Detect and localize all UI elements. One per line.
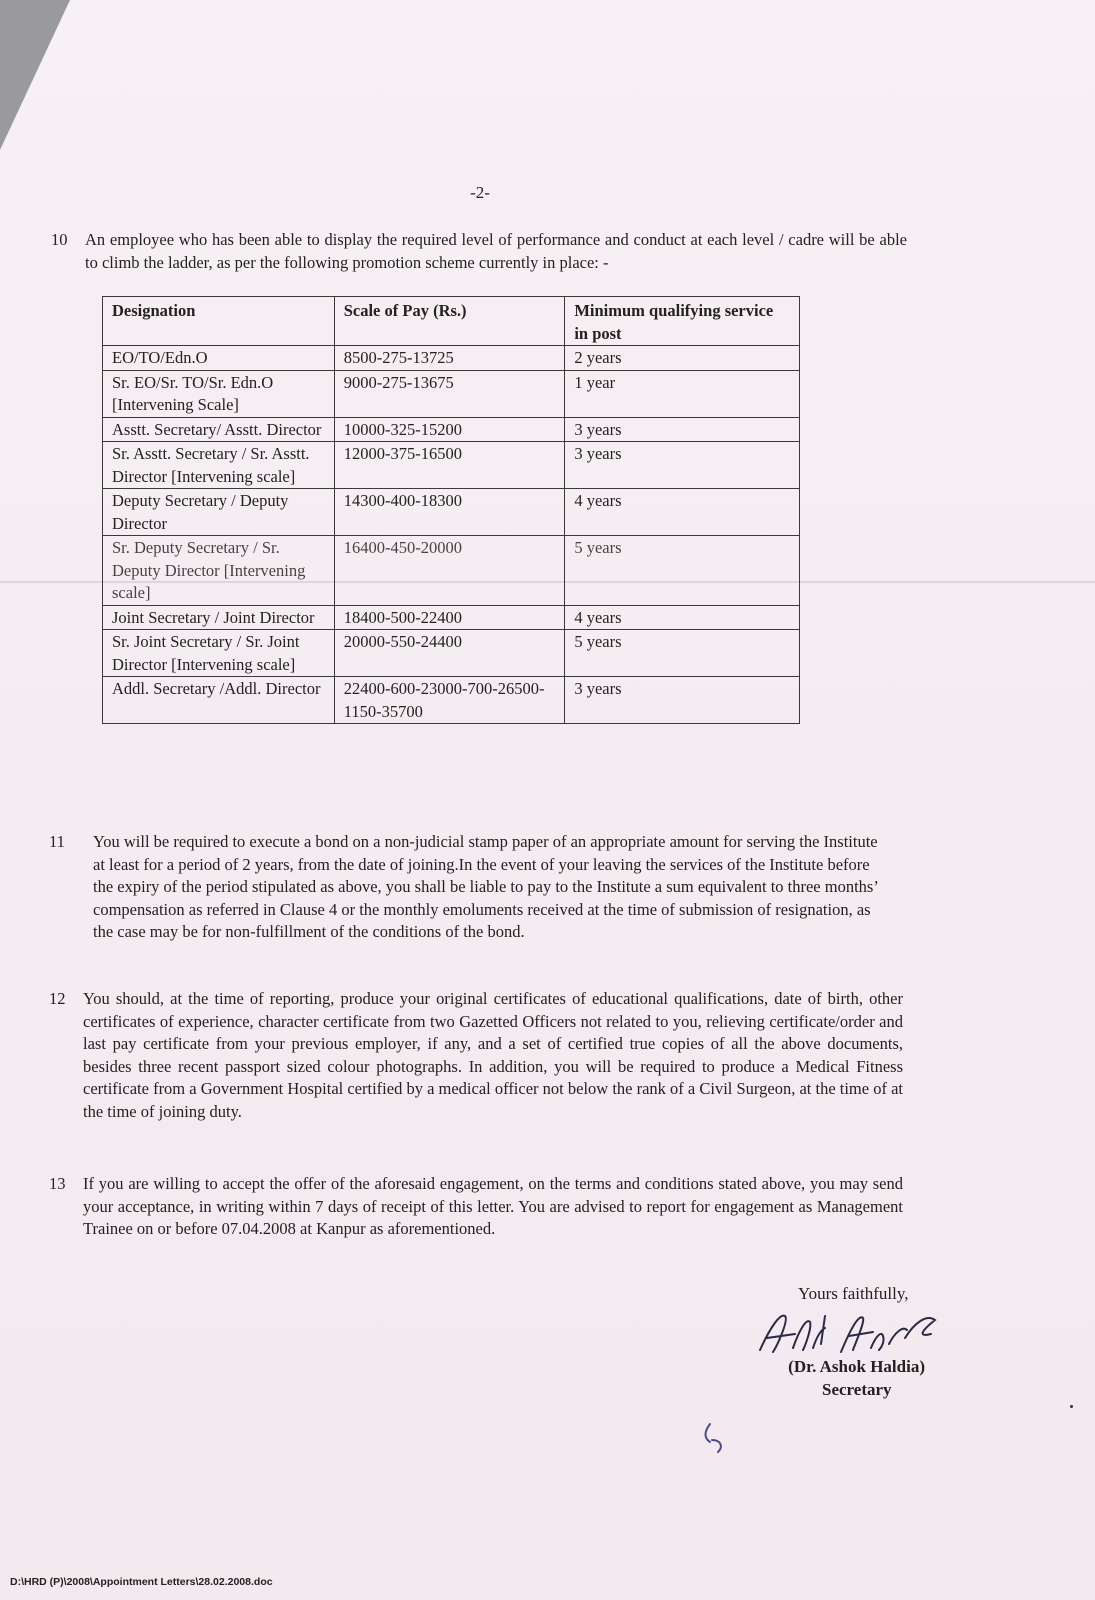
clause-number: 12 — [49, 989, 66, 1008]
pay-cell: 20000-550-24400 — [334, 630, 565, 677]
table-row — [103, 346, 800, 371]
service-cell: 5 years — [565, 630, 800, 677]
header-scale-of-pay: Scale of Pay (Rs.) — [334, 297, 565, 346]
pay-cell: 14300-400-18300 — [334, 489, 565, 536]
footer-file-path: D:\HRD (P)\2008\Appointment Letters\28.02.2008.doc — [10, 1576, 273, 1588]
table-row — [103, 536, 800, 606]
service-cell: 5 years — [565, 536, 800, 606]
table-row — [103, 442, 800, 489]
table-row — [103, 677, 800, 724]
pay-cell: 12000-375-16500 — [334, 442, 565, 489]
table-row — [103, 605, 800, 630]
service-cell: 1 year — [565, 370, 800, 417]
designation-cell: Sr. EO/Sr. TO/Sr. Edn.O [Intervening Scale] — [103, 370, 335, 417]
clause-number: 13 — [49, 1174, 66, 1193]
pay-cell: 9000-275-13675 — [334, 370, 565, 417]
designation-cell: Joint Secretary / Joint Director — [103, 605, 335, 630]
pay-cell: 18400-500-22400 — [334, 605, 565, 630]
clause-text: You will be required to execute a bond on a non-judicial stamp paper of an appropriate amount for serving the Institute at least for a period of 2 years, from the date of joining.In the event of your leaving the services of the Institute before the expiry of the period stipulated as above, you shall be liable to pay to the Institute a sum equivalent to three months’ compensation as referred in Clause 4 or the monthly emoluments received at the time of submission of resignation, as the case may be for non-fulfillment of the conditions of the bond. — [93, 832, 878, 941]
clause-number: 11 — [49, 832, 65, 851]
designation-cell: Sr. Asstt. Secretary / Sr. Asstt. Director [Intervening scale] — [103, 442, 335, 489]
clause-10 — [51, 229, 907, 274]
table-header-row — [103, 297, 800, 346]
handwritten-signature — [755, 1308, 945, 1358]
clause-number: 10 — [51, 230, 68, 249]
pay-cell: 8500-275-13725 — [334, 346, 565, 371]
folded-corner — [0, 0, 70, 150]
designation-cell: EO/TO/Edn.O — [103, 346, 335, 371]
service-cell: 4 years — [565, 489, 800, 536]
service-cell: 3 years — [565, 442, 800, 489]
promotion-scheme-table — [102, 296, 800, 724]
header-minimum-service: Minimum qualifying service in post — [565, 297, 800, 346]
service-cell: 3 years — [565, 677, 800, 724]
clause-11 — [49, 831, 883, 944]
designation-cell: Sr. Joint Secretary / Sr. Joint Director [Intervening scale] — [103, 630, 335, 677]
table-row — [103, 370, 800, 417]
clause-text: If you are willing to accept the offer of the aforesaid engagement, on the terms and conditions stated above, you may send your acceptance, in writing within 7 days of receipt of this letter. You are advised to report for engagement as Management Trainee on or before 07.04.2008 at Kanpur as aforementioned. — [83, 1174, 903, 1238]
clause-12 — [49, 988, 903, 1123]
pay-cell: 10000-325-15200 — [334, 417, 565, 442]
designation-cell: Sr. Deputy Secretary / Sr. Deputy Director [Intervening scale] — [103, 536, 335, 606]
service-cell: 3 years — [565, 417, 800, 442]
signatory-title: Secretary — [822, 1380, 892, 1399]
table-row — [103, 489, 800, 536]
page-number: -2- — [470, 183, 490, 202]
pay-cell: 22400-600-23000-700-26500-1150-35700 — [334, 677, 565, 724]
pay-cell: 16400-450-20000 — [334, 536, 565, 606]
clause-text: An employee who has been able to display the required level of performance and conduct at each level / cadre will be able to climb the ladder, as per the following promotion scheme currently in place: - — [85, 230, 907, 272]
table-row — [103, 630, 800, 677]
clause-13 — [49, 1173, 903, 1241]
designation-cell: Asstt. Secretary/ Asstt. Director — [103, 417, 335, 442]
table-row — [103, 417, 800, 442]
speck — [1070, 1405, 1073, 1408]
service-cell: 2 years — [565, 346, 800, 371]
closing-salutation: Yours faithfully, — [798, 1284, 909, 1303]
service-cell: 4 years — [565, 605, 800, 630]
clause-text: You should, at the time of reporting, produce your original certificates of educational qualifications, date of birth, other certificates of experience, character certificate from two Gazetted Officers not related to you, relieving certificate/order and last pay certificate from your previous employer, if any, and a set of certified true copies of all the above documents, besides three recent passport sized colour photographs. In addition, you will be required to produce a Medical Fitness certificate from a Government Hospital certified by a medical officer not below the rank of a Civil Surgeon, at the time of at the time of joining duty. — [83, 989, 903, 1121]
designation-cell: Addl. Secretary /Addl. Director — [103, 677, 335, 724]
designation-cell: Deputy Secretary / Deputy Director — [103, 489, 335, 536]
header-designation: Designation — [103, 297, 335, 346]
pen-mark — [700, 1418, 750, 1458]
signatory-name: (Dr. Ashok Haldia) — [788, 1357, 925, 1376]
